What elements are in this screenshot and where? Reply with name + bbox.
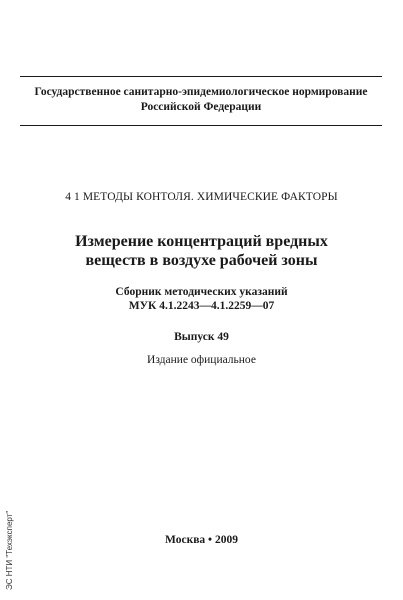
header-text <box>20 77 382 125</box>
subtitle-line-2: МУК 4.1.2243—4.1.2259—07 <box>128 300 275 312</box>
header-line-1: Государственное санитарно-эпидемиологическое нормирование <box>34 86 368 98</box>
subtitle-line-1: Сборник методических указаний <box>115 286 288 298</box>
document-subtitle <box>0 285 403 313</box>
title-line-1: Измерение концентраций вредных <box>75 233 328 250</box>
header-line-2: Российской Федерации <box>140 101 262 113</box>
side-stamp: ЭС НТИ "Техэксперт" <box>5 510 14 590</box>
publication-place-year: Москва • 2009 <box>165 534 238 546</box>
header-block <box>20 76 382 126</box>
issue-number: Выпуск 49 <box>174 331 229 343</box>
header-bottom-rule <box>20 125 382 126</box>
title-line-2: веществ в воздухе рабочей зоны <box>85 252 318 269</box>
edition-label: Издание официальное <box>147 354 256 366</box>
document-title <box>0 232 403 270</box>
section-heading: 4 1 МЕТОДЫ КОНТОЛЯ. ХИМИЧЕСКИЕ ФАКТОРЫ <box>65 191 338 203</box>
